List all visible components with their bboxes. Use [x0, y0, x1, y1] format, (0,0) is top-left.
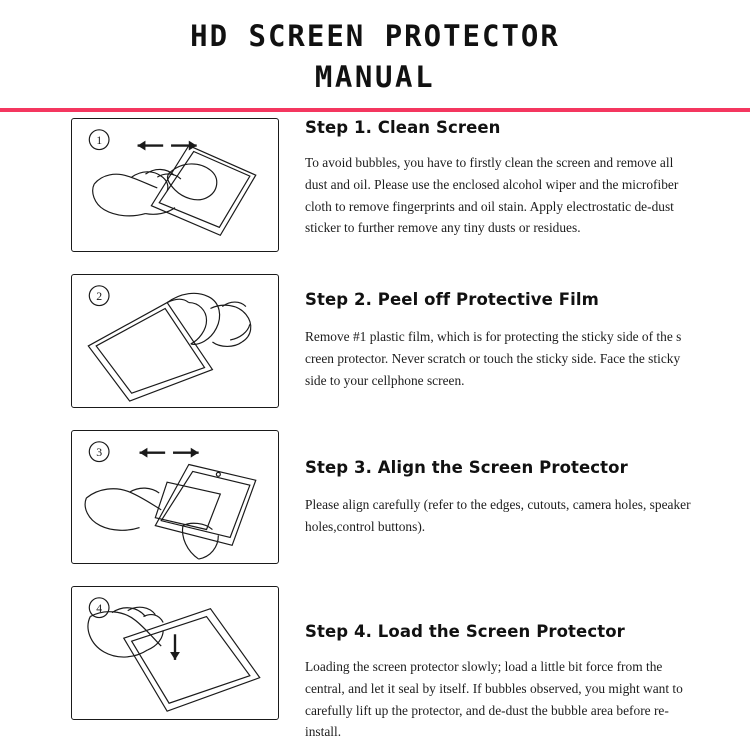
step-item — [0, 118, 750, 274]
step-2-title: Step 2. Peel off Protective Film — [305, 290, 599, 310]
step-4-title: Step 4. Load the Screen Protector — [305, 622, 625, 642]
step-1-body — [305, 118, 732, 239]
step-4-text: Loading the screen protector slowly; load a little bit force from the central, and let it seal by itself. If bubbles observed, you might want to carefully lift up the protector, and de-dust the bubble area before re-install. — [305, 659, 683, 740]
page-title-line-2: MANUAL — [314, 60, 436, 95]
step-3-illustration — [71, 430, 279, 564]
steps-list — [0, 112, 750, 742]
step-3-body — [305, 430, 732, 537]
step-4-illustration — [71, 586, 279, 720]
svg-text:1: 1 — [96, 133, 103, 148]
step-2-body — [305, 274, 732, 391]
step-item — [0, 274, 750, 430]
step-1-title: Step 1. Clean Screen — [305, 118, 501, 138]
step-1-illustration — [71, 118, 279, 252]
document-header — [0, 0, 750, 98]
step-item — [0, 430, 750, 586]
step-4-body — [305, 586, 732, 743]
svg-text:4: 4 — [96, 601, 103, 616]
step-3-text: Please align carefully (refer to the edges, cutouts, camera holes, speaker holes,control buttons). — [305, 497, 691, 534]
step-2-illustration — [71, 274, 279, 408]
page-title-line-1: HD SCREEN PROTECTOR — [190, 19, 560, 53]
svg-text:3: 3 — [96, 445, 103, 460]
step-1-text: To avoid bubbles, you have to firstly clean the screen and remove all dust and oil. Please use the enclosed alcohol wiper and the microfiber cloth to remove fingerprints and oil stain. Apply electrostatic de-dust sticker to further remove any tiny dusts or residues. — [305, 155, 679, 236]
step-2-text: Remove #1 plastic film, which is for protecting the sticky side of the s creen protector. Never scratch or touch the sticky side. Face the sticky side to your cellphone screen. — [305, 329, 682, 388]
step-item — [0, 586, 750, 742]
step-3-title: Step 3. Align the Screen Protector — [305, 458, 628, 478]
svg-text:2: 2 — [96, 289, 103, 304]
